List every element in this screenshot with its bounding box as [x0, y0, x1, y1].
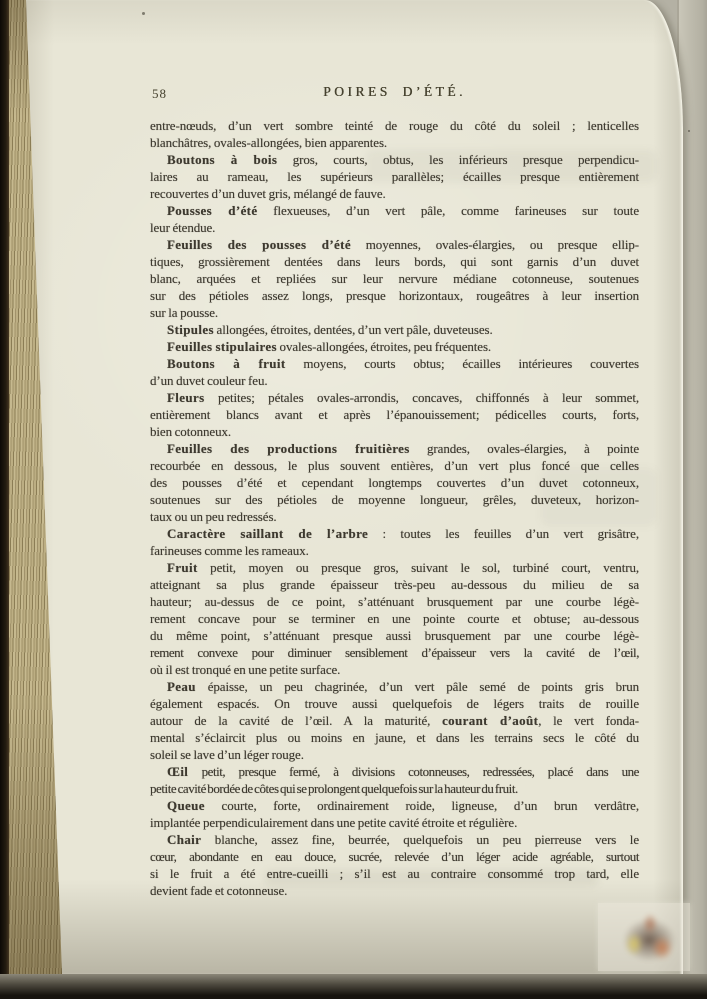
paragraph [150, 440, 639, 525]
text-line [150, 236, 639, 253]
bold-lead: Peau [167, 679, 196, 694]
text-line [150, 134, 639, 151]
bold-lead: Boutons à bois [167, 152, 278, 167]
text-segment: hauteur; au-dessus de ce point, s’atténuant brusquement par une courbe légè- [150, 594, 639, 609]
text-segment: taux ou un peu redressés. [150, 509, 277, 524]
text-line [150, 661, 639, 678]
text-segment: tiques, grossièrement dentées dans leurs bords, qui sont garnis d’un duvet [150, 254, 639, 269]
text-segment: si le fruit a été entre-cueilli ; s’il est au contraire consommé trop tard, elle [150, 866, 639, 881]
text-line [150, 406, 639, 423]
page-header [150, 84, 639, 104]
page-number: 58 [152, 86, 167, 101]
text-segment: où il est tronqué en une petite surface. [150, 662, 341, 677]
bold-lead: Feuilles des productions fruitières [167, 441, 410, 456]
text-segment: , le vert fonda- [538, 713, 639, 728]
fruit-photo-watermark [598, 903, 690, 971]
text-segment: épaisse, un peu chagrinée, d’un vert pâle semé de points gris brun [195, 679, 639, 694]
text-line [150, 593, 639, 610]
text-segment: sur la pousse. [150, 305, 219, 320]
paragraph [150, 525, 639, 559]
text-segment: rement concave pour se terminer en une pointe courte et obtuse; au-dessous [150, 611, 639, 626]
text-line [150, 780, 639, 797]
text-line [150, 185, 639, 202]
text-line [150, 508, 639, 525]
text-segment: autour de la cavité de l’œil. A la maturité, [150, 713, 443, 728]
text-segment: allongées, étroites, dentées, d’un vert pâle, duveteuses. [213, 322, 493, 337]
text-segment: petite cavité bordée de côtes qui se prolongent quelquefois sur la hauteur du fruit. [150, 781, 518, 796]
text-segment: d’un duvet couleur feu. [150, 373, 268, 388]
text-line [150, 644, 639, 661]
text-segment: bien cotonneux. [150, 424, 232, 439]
paragraph [150, 321, 639, 338]
text-segment: blanchâtres, ovales-allongées, bien apparentes. [150, 135, 388, 150]
text-line [150, 423, 639, 440]
bold-lead: Chair [167, 832, 202, 847]
paragraph [150, 389, 639, 440]
text-segment: sur des pétioles assez longs, presque horizontaux, rougeâtres à leur insertion [150, 288, 639, 303]
text-segment: moyennes, ovales-élargies, ou presque ellip- [350, 237, 639, 252]
text-line [150, 576, 639, 593]
paragraph [150, 763, 639, 797]
text-line [150, 202, 639, 219]
bold-lead: Stipules [167, 322, 214, 337]
text-line [150, 168, 639, 185]
text-line [150, 882, 639, 899]
text-line [150, 610, 639, 627]
paragraph [150, 117, 639, 151]
paragraph [150, 202, 639, 236]
bold-lead: courant d’août [442, 713, 539, 728]
text-line [150, 814, 639, 831]
text-segment: petit, moyen ou presque gros, suivant le sol, turbiné court, ventru, [197, 560, 639, 575]
text-segment: laires au rameau, les supérieurs parallèles; écailles presque entièrement [150, 169, 639, 184]
text-line [150, 372, 639, 389]
paragraph [150, 236, 639, 321]
paragraph [150, 678, 639, 763]
text-segment: : toutes les feuilles d’un vert grisâtre, [368, 526, 639, 541]
bold-lead: Boutons à fruit [167, 356, 286, 371]
text-line [150, 746, 639, 763]
bold-lead: Pousses d’été [167, 203, 258, 218]
text-line [150, 627, 639, 644]
book-spine-edge [0, 0, 9, 999]
text-segment: soleil se lave d’un léger rouge. [150, 747, 304, 762]
text-segment: gros, courts, obtus, les inférieurs presque perpendicu- [277, 152, 639, 167]
text-segment: atteignant sa plus grande épaisseur très-peu au-dessous du milieu de sa [150, 577, 639, 592]
bold-lead: Fruit [167, 560, 198, 575]
text-line [150, 865, 639, 882]
text-line [150, 695, 639, 712]
text-line [150, 253, 639, 270]
text-segment: ovales-allongées, étroites, peu fréquentes. [276, 339, 492, 354]
paragraph [150, 151, 639, 202]
text-segment: petites; pétales ovales-arrondis, concaves, chiffonnés à leur sommet, [204, 390, 639, 405]
text-line [150, 270, 639, 287]
text-line [150, 831, 639, 848]
text-line [150, 763, 639, 780]
photo-bottom-shadow [0, 974, 707, 999]
text-segment: blanc, arquées et repliées sur leur nervure médiane cotonneuse, soutenues [150, 271, 639, 286]
text-segment: petit, presque fermé, à divisions cotonneuses, redressées, placé dans une [188, 764, 639, 779]
text-line [150, 678, 639, 695]
text-line [150, 355, 639, 372]
text-segment: cœur, abondante en eau douce, sucrée, relevée d’un léger acide agréable, surtout [150, 849, 639, 864]
text-line [150, 542, 639, 559]
text-line [150, 457, 639, 474]
text-line [150, 117, 639, 134]
text-segment: rement convexe pour diminuer sensiblement d’épaisseur vers la cavité de l’œil, [150, 645, 639, 660]
text-segment: soutenues sur des pétioles de moyenne longueur, grêles, duveteux, horizon- [150, 492, 639, 507]
body-text [150, 117, 639, 899]
text-segment: moyens, courts obtus; écailles intérieures couvertes [285, 356, 640, 371]
text-line [150, 304, 639, 321]
text-segment: entièrement blancs avant et après l’épanouissement; pédicelles courts, forts, [150, 407, 639, 422]
text-line [150, 219, 639, 236]
text-segment: farineuses comme les rameaux. [150, 543, 309, 558]
text-line [150, 491, 639, 508]
paragraph [150, 338, 639, 355]
text-line [150, 848, 639, 865]
text-line [150, 389, 639, 406]
bold-lead: Fleurs [167, 390, 205, 405]
text-segment: entre-nœuds, d’un vert sombre teinté de rouge du côté du soleil ; lenticelles [150, 118, 639, 133]
text-line [150, 797, 639, 814]
text-line [150, 338, 639, 355]
text-line [150, 712, 639, 729]
bold-lead: Queue [167, 798, 205, 813]
paragraph [150, 797, 639, 831]
text-segment: du même point, s’atténuant presque aussi brusquement par une courbe légè- [150, 628, 639, 643]
text-segment: recourbée en dessous, le plus souvent entières, d’un vert plus foncé que celles [150, 458, 639, 473]
paragraph [150, 831, 639, 899]
bold-lead: Feuilles des pousses d’été [167, 237, 351, 252]
paragraph [150, 559, 639, 678]
text-line [150, 440, 639, 457]
text-segment: leur étendue. [150, 220, 216, 235]
bold-lead: Œil [167, 764, 189, 779]
text-line [150, 729, 639, 746]
text-segment: recouvertes d’un duvet gris, mélangé de fauve. [150, 186, 386, 201]
text-line [150, 321, 639, 338]
text-line [150, 559, 639, 576]
text-segment: blanche, assez fine, beurrée, quelquefois un peu pierreuse vers le [201, 832, 639, 847]
text-segment: devient fade et cotonneuse. [150, 883, 288, 898]
running-title: POIRES D’ÉTÉ. [323, 84, 466, 99]
text-line [150, 525, 639, 542]
text-segment: des pousses d’été et cependant longtemps couvertes d’un duvet cotonneux, [150, 475, 639, 490]
bold-lead: Caractère saillant de l’arbre [167, 526, 369, 541]
bold-lead: Feuilles stipulaires [167, 339, 277, 354]
paper-speck [142, 12, 145, 15]
text-segment: mental s’éclaircit plus ou moins en jaune, et dans les terrains secs le côté du [150, 730, 639, 745]
pear-fruit-image [606, 907, 682, 967]
text-segment: courte, forte, ordinairement roide, ligneuse, d’un brun verdâtre, [204, 798, 639, 813]
text-segment: flexueuses, d’un vert pâle, comme farineuses sur toute [257, 203, 639, 218]
paragraph [150, 355, 639, 389]
text-line [150, 474, 639, 491]
paper-speck [688, 130, 690, 132]
text-segment: implantée perpendiculairement dans une petite cavité étroite et régulière. [150, 815, 518, 830]
text-line [150, 287, 639, 304]
text-line [150, 151, 639, 168]
text-segment: grandes, ovales-élargies, à pointe [409, 441, 639, 456]
text-segment: également espacés. On trouve aussi quelquefois de légers traits de rouille [150, 696, 639, 711]
